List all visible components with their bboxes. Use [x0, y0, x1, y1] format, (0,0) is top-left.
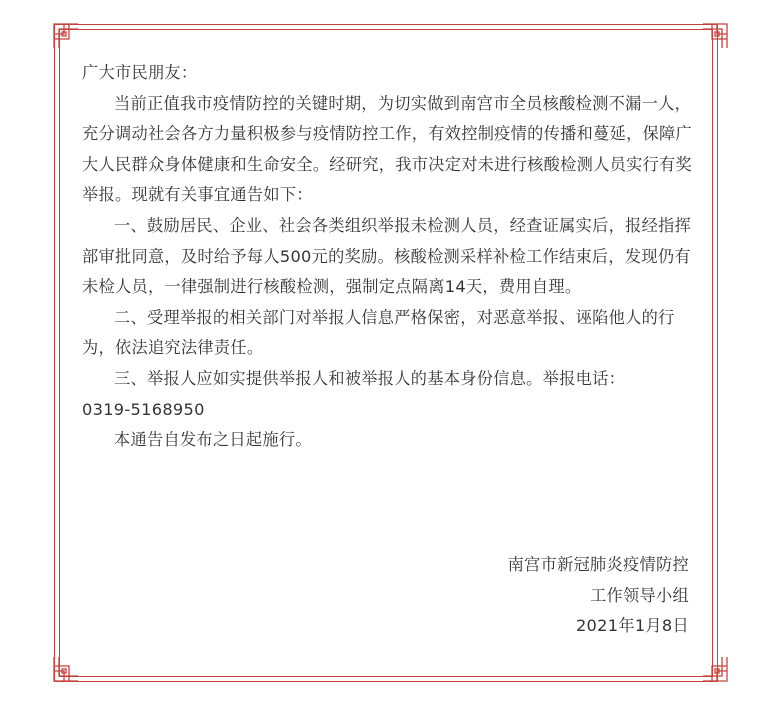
signature-org: 南宫市新冠肺炎疫情防控 — [507, 555, 689, 574]
notice-paragraph-intro: 当前正值我市疫情防控的关键时期，为切实做到南宫市全员核酸检测不漏一人，充分调动社会各方力量积极参与疫情防控工作，有效控制疫情的传播和蔓延，保障广大人民群众身体健康和生命安全。经研究，我市决定对未进行核酸检测人员实行有奖举报。现就有关事宜通告如下： — [82, 93, 693, 205]
notice-paragraph-item-3: 三、举报人应如实提供举报人和被举报人的基本身份信息。举报电话： — [114, 368, 626, 388]
notice-paragraph-item-2: 二、受理举报的相关部门对举报人信息严格保密，对恶意举报、诬陷他人的行为，依法追究法律责任。 — [82, 307, 675, 358]
fret-corner-icon — [703, 657, 731, 685]
signature-date: 2021年1月8日 — [575, 616, 689, 636]
signature-group: 工作领导小组 — [590, 585, 689, 605]
notice-body — [82, 58, 694, 456]
fret-corner-icon — [50, 657, 78, 685]
report-phone-number: 0319-5168950 — [82, 399, 205, 419]
fret-corner-icon — [50, 20, 78, 48]
notice-paragraph-item-1: 一、鼓励居民、企业、社会各类组织举报未检测人员，经查证属实后，报经指挥部审批同意，及时给予每人500元的奖励。核酸检测采样补检工作结束后，发现仍有未检人员，一律强制进行核酸检测，强制定点隔离14天，费用自理。 — [82, 215, 692, 297]
fret-corner-icon — [703, 20, 731, 48]
salutation: 广大市民朋友： — [82, 63, 198, 82]
signature-block — [508, 550, 689, 642]
notice-paragraph-effective: 本通告自发布之日起施行。 — [114, 430, 312, 450]
